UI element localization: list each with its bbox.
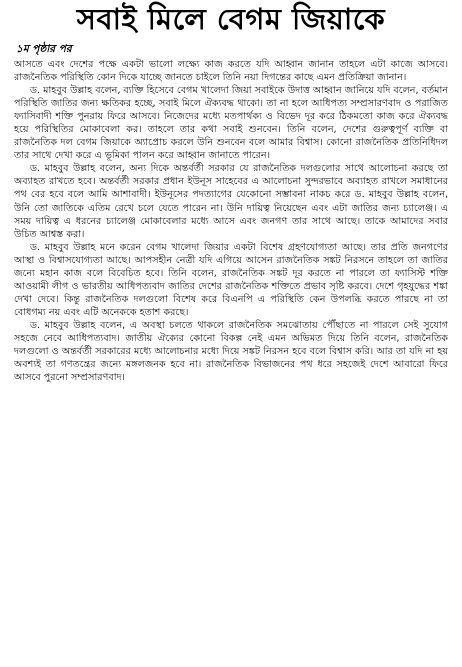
article-paragraph-2: ড. মাহবুব উল্লাহ বলেন, ব্যক্তি হিসেবে বেগম খালেদা জিয়া সবাইকে উদাত্ত আহ্বান জানিয়ে যদি বলেন, বর্তমান পরিস্থিতি জাতির জন্য ক্ষতিকর হচ্ছে, সবাই মিলে ঐক্যবদ্ধ থাকো। তা না হলে আধিপত্য সম্প্রসারণবাদ ও পরাজিত ফ্যাসিবাদী শক্তি পুনরায় ফিরে আসবে। নিজেদের মধ্যে মতপার্থক্য ও বিভেদ দূর করে ঠিকমতো কাজ করে ঐক্যবদ্ধ হয়ে পরিস্থিতির মোকাবেলা কর। তাহলে তার কথা সবাই শুনবেন। তিনি বলেন, দেশের গুরুত্বপূর্ণ ব্যক্তি বা রাজনৈতিক দল বেগম জিয়াকে অ্যাপ্রোচ করলে উনি শুনবেন বলে আমার বিশ্বাস। কোনো রাজনৈতিক প্রতিনিধিদল তার সাথে দেখা করে এ ভূমিকা পালন করে আহ্বান জানাতে পারেন। <box>14 85 448 162</box>
article-body <box>14 58 448 663</box>
article-headline: সবাই মিলে বেগম জিয়াকে <box>76 1 386 36</box>
article-paragraph-1: আসতে এবং দেশের পক্ষে একটা ভালো লক্ষ্যে কাজ করতে যদি আহ্বান জানান তাহলে এটা কাজে আসবে। রাজনৈতিক পরিস্থিতি কোন দিকে যাচ্ছে জানতে চাইলে তিনি নয়া দিগন্তের কাছে এমন প্রতিক্রিয়া জানান। <box>14 59 448 84</box>
article-paragraph-4: ড. মাহবুব উল্লাহ মনে করেন বেগম খালেদা জিয়ার একটা বিশেষ গ্রহণযোগ্যতা আছে। তার প্রতি জনগণের আস্থা ও বিশ্বাসযোগ্যতা আছে। আপসহীন নেত্রী যদি এগিয়ে আসেন রাজনৈতিক সঙ্কট নিরসনে তাহলে তা জাতির জন্যে মহান কাজ বলে বিবেচিত হবে। তিনি বলেন, রাজনৈতিক সঙ্কট দূর করতে না পারলে তা ফ্যাসিস্ট শক্তি আওয়ামী লীগ ও ভারতীয় আধিপত্যবাদ জাতির দেশের রাজনৈতিক শক্তিতে প্রভাব সৃষ্টি করবে। দেশে গৃহযুদ্ধের শঙ্কা দেখা দেবে। কিন্তু রাজনৈতিক দলগুলো বিশেষ করে বিএনপি এ পরিস্থিতি কেন উপলব্ধি করতে পারছে না তা বোধগম্য নয় এবং এটি অনেককে হতাশ করছে। <box>14 241 448 318</box>
article-paragraph-5: ড. মাহবুব উল্লাহ বলেন, এ অবস্থা চলতে থাকলে রাজনৈতিক সমঝোতায় পৌঁছাতে না পারলে সেই সুযোগ সহজে নেবে আধিপত্যবাদ। জাতীয় ঐক্যের কোনো বিকল্প নেই এমন অভিমত দিয়ে তিনি বলেন, রাজনৈতিক দলগুলো ও অন্তর্বর্তী সরকারের মধ্যে আলোচনার মধ্যে দিয়ে সঙ্কট নিরসন হবে বলে বিশ্বাস করি। আর তা যদি না হয় অবশ্যই তা গণতন্ত্রের জন্যে মঙ্গলজনক হবে না। রাজনৈতিক বিভাজনের পথ ধরে সহজেই দেশে আবারো ফিরে আসবে পুরনো সম্প্রসারণবাদ। <box>14 319 448 384</box>
article-paragraph-3: ড. মাহবুব উল্লাহ বলেন, অন্য দিকে অন্তর্বর্তী সরকার যে রাজনৈতিক দলগুলোর সাথে আলোচনা করছে তা অব্যাহত রাখতে হবে। অন্তর্বর্তী সরকার প্রধান ইউনূস সাহেবের এ আলোচনা সুন্দরভাবে অব্যাহত রাখলে সমাধানের পথ বের হবে বলে আমি আশাবাদী। ইউনূসের পদত্যাগের যেকোনো সম্ভাবনা নাকচ করে ড. মাহবুব উল্লাহ বলেন, উনি তো জাতিকে এতিম রেখে চলে যেতে পারেন না। উনি দায়িত্ব নিয়েছেন এবং এটা জাতির জন্য চ্যালেঞ্জ। এ সময় দায়িত্ব এ ধরনের চ্যালেঞ্জ মোকাবেলার মধ্যে আসে এবং জনগণ তার সাথে আছে। তাকে আমাদের সবার উচিত আশ্বস্ত করা। <box>14 163 448 240</box>
continued-from-label: ১ম পৃষ্ঠার পর <box>16 43 72 55</box>
